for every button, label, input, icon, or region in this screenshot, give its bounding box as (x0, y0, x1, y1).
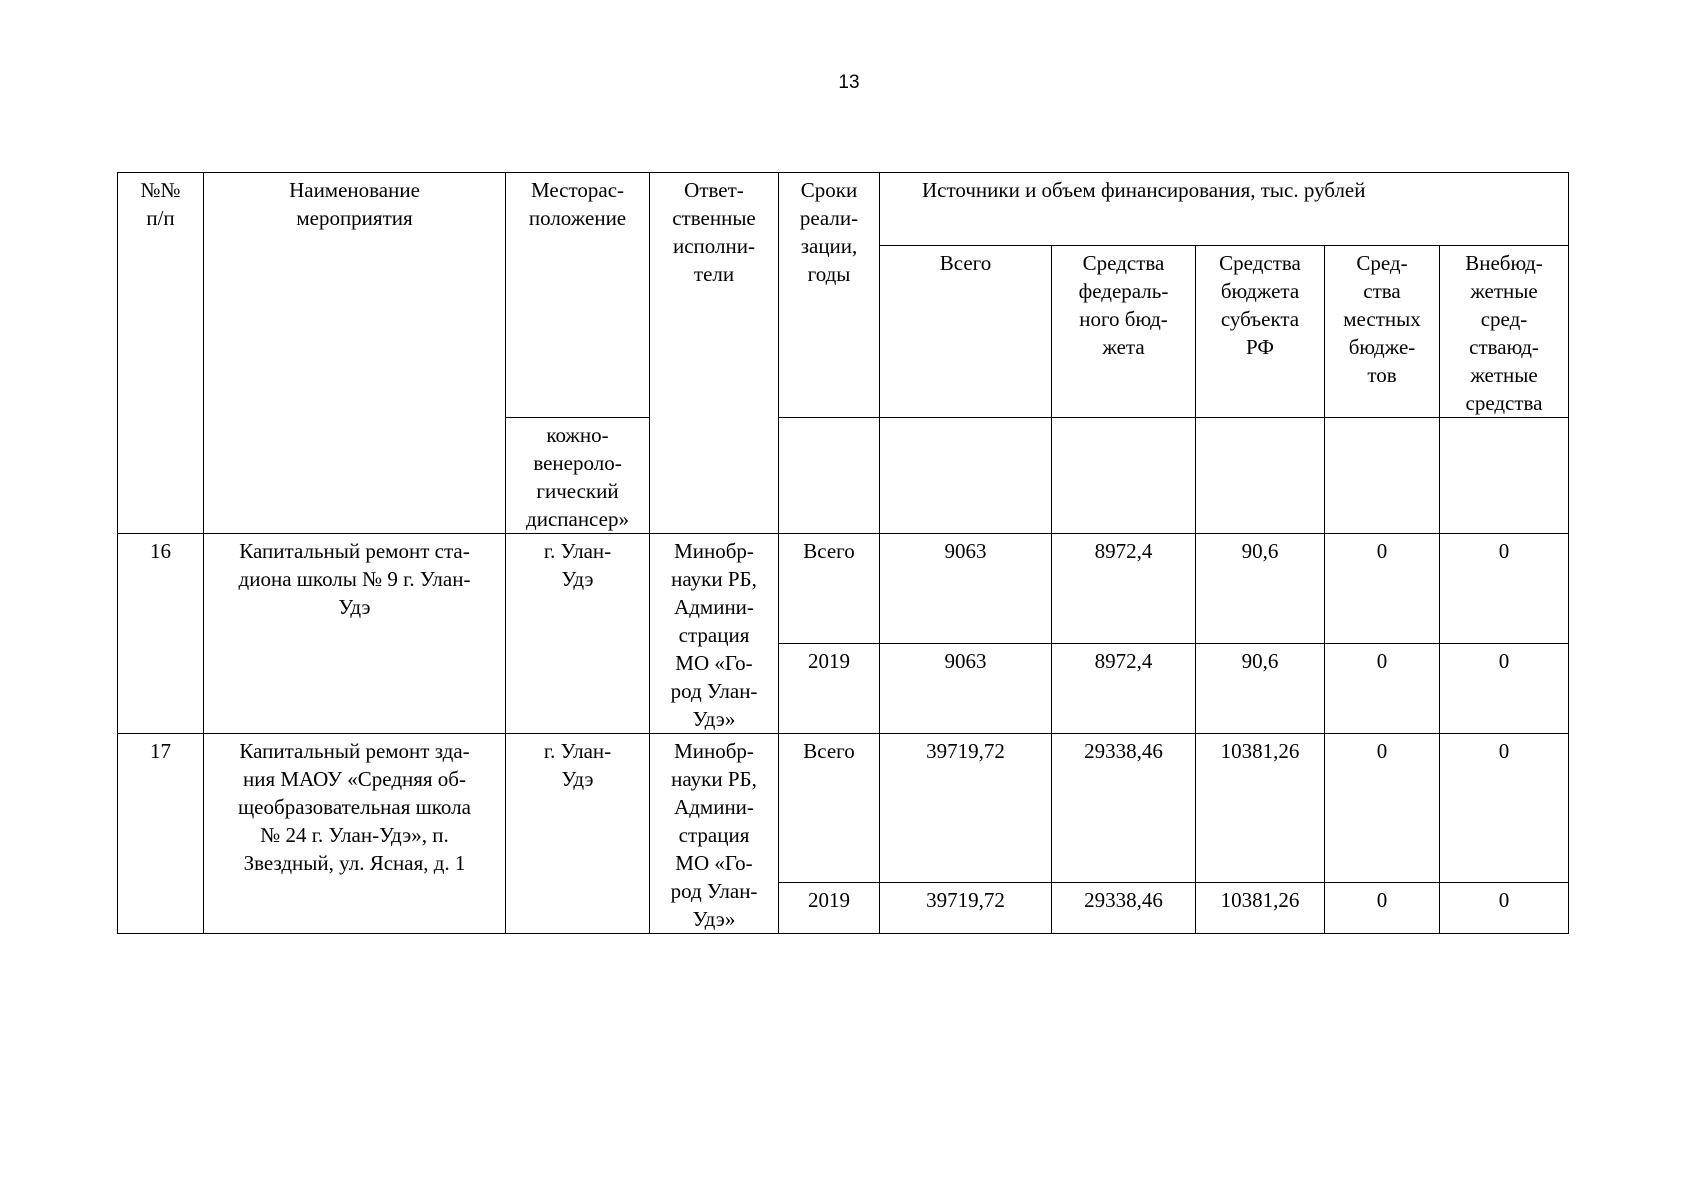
header-sources: Источники и объем финансирования, тыс. рублей (880, 173, 1569, 246)
header-location: Месторас- положение (506, 173, 650, 418)
carryover-subject (1196, 418, 1325, 534)
row-location: г. Улан- Удэ (506, 734, 650, 934)
header-federal: Средства федераль- ного бюд- жета (1052, 246, 1196, 418)
row-extra: 0 (1440, 734, 1569, 883)
header-num: №№ п/п (118, 173, 204, 534)
carryover-extra (1440, 418, 1569, 534)
row-total: 39719,72 (880, 734, 1052, 883)
carryover-location: кожно- венероло- гический диспансер» (506, 418, 650, 534)
row-period: Всего (779, 534, 880, 644)
row-period: Всего (779, 734, 880, 883)
row-local: 0 (1325, 644, 1440, 734)
row-period: 2019 (779, 644, 880, 734)
carryover-federal (1052, 418, 1196, 534)
row-period: 2019 (779, 883, 880, 934)
header-total: Всего (880, 246, 1052, 418)
row-subject: 10381,26 (1196, 883, 1325, 934)
row-federal: 29338,46 (1052, 734, 1196, 883)
row-extra: 0 (1440, 883, 1569, 934)
carryover-total (880, 418, 1052, 534)
row-local: 0 (1325, 534, 1440, 644)
page-number: 13 (838, 72, 860, 93)
row-responsible: Минобр- науки РБ, Админи- страция МО «Го- род Улан- Удэ» (650, 734, 779, 934)
header-years: Сроки реали- зации, годы (779, 173, 880, 418)
carryover-years (779, 418, 880, 534)
header-name: Наименование мероприятия (204, 173, 506, 534)
table-row (118, 734, 1569, 883)
financing-table (117, 172, 1569, 934)
row-subject: 90,6 (1196, 644, 1325, 734)
row-name: Капитальный ремонт зда- ния МАОУ «Средняя об- щеобразовательная школа № 24 г. Улан-Удэ», п. Звездный, ул. Ясная, д. 1 (204, 734, 506, 934)
row-extra: 0 (1440, 534, 1569, 644)
row-federal: 29338,46 (1052, 883, 1196, 934)
row-name: Капитальный ремонт ста- диона школы № 9 г. Улан- Удэ (204, 534, 506, 734)
row-local: 0 (1325, 734, 1440, 883)
table-row (118, 534, 1569, 644)
row-subject: 10381,26 (1196, 734, 1325, 883)
header-responsible: Ответ- ственные исполни- тели (650, 173, 779, 534)
header-extra: Внебюд- жетные сред- стваюд- жетные средства (1440, 246, 1569, 418)
header-local: Сред- ства местных бюдже- тов (1325, 246, 1440, 418)
row-federal: 8972,4 (1052, 644, 1196, 734)
header-subject: Средства бюджета субъекта РФ (1196, 246, 1325, 418)
row-responsible: Минобр- науки РБ, Админи- страция МО «Го- род Улан- Удэ» (650, 534, 779, 734)
row-total: 9063 (880, 644, 1052, 734)
row-local: 0 (1325, 883, 1440, 934)
carryover-local (1325, 418, 1440, 534)
row-total: 39719,72 (880, 883, 1052, 934)
row-extra: 0 (1440, 644, 1569, 734)
row-location: г. Улан- Удэ (506, 534, 650, 734)
row-federal: 8972,4 (1052, 534, 1196, 644)
header-row (118, 173, 1569, 246)
row-num: 17 (118, 734, 204, 934)
row-subject: 90,6 (1196, 534, 1325, 644)
row-total: 9063 (880, 534, 1052, 644)
row-num: 16 (118, 534, 204, 734)
